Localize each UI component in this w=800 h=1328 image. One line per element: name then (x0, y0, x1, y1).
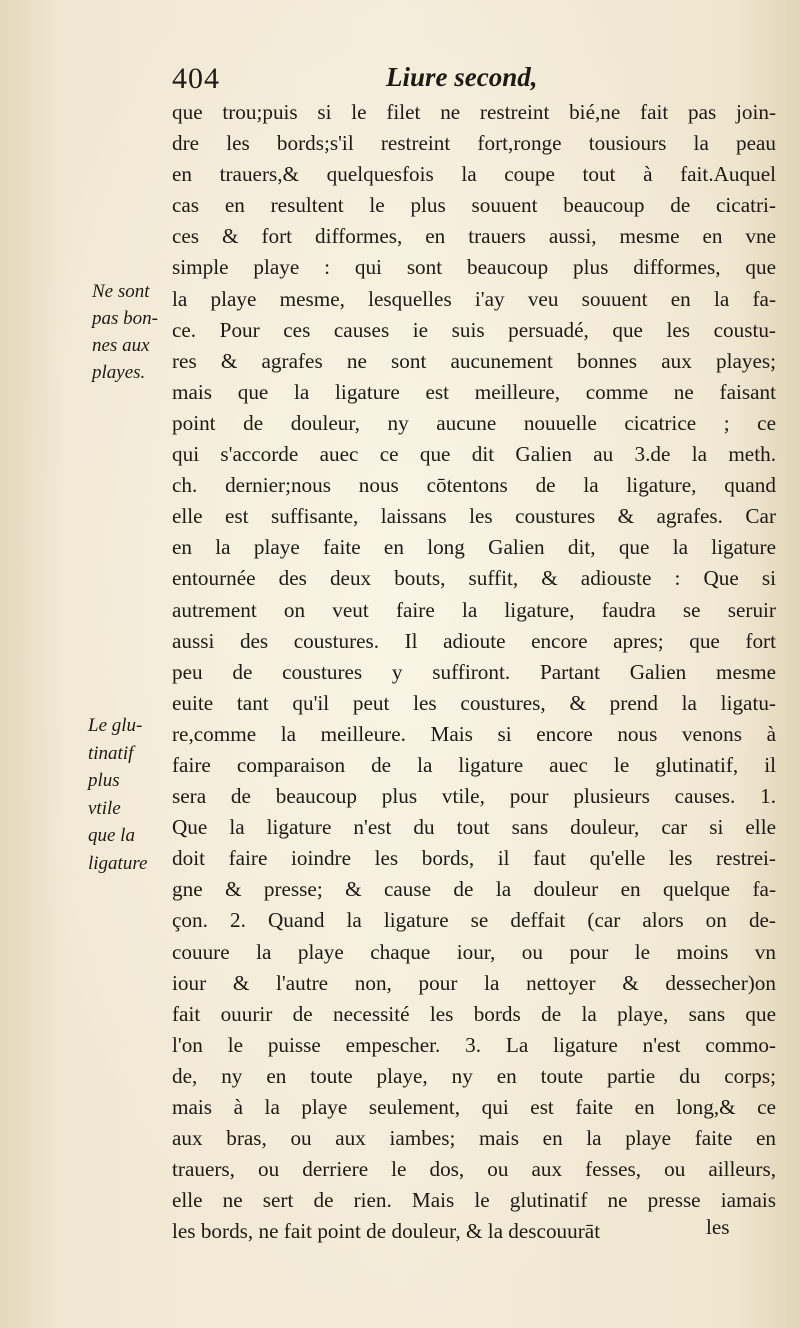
margin-note-1 (92, 278, 158, 386)
text-line: ces & fort difformes, en trauers aussi, mesme en vne (172, 224, 776, 249)
text-line: sera de beaucoup plus vtile, pour plusieurs causes. 1. (172, 784, 776, 809)
text-line: Que la ligature n'est du tout sans douleur, car si elle (172, 815, 776, 840)
text-line: qui s'accorde auec ce que dit Galien au 3.de la meth. (172, 442, 776, 467)
text-line: elle est suffisante, laissans les coustures & agrafes. Car (172, 504, 776, 529)
text-line: autrement on veut faire la ligature, faudra se seruir (172, 597, 776, 622)
margin-note-line: playes. (92, 362, 146, 383)
text-line: elle ne sert de rien. Mais le glutinatif ne presse iamais (172, 1188, 776, 1213)
text-line: couure la playe chaque iour, ou pour le moins vn (172, 939, 776, 964)
margin-note-line: pas bon- (92, 308, 158, 329)
text-line: ce. Pour ces causes ie suis persuadé, que les coustu- (172, 317, 776, 342)
page-header (172, 62, 772, 102)
text-line: en trauers,& quelquesfois la coupe tout à fait.Auquel (172, 162, 776, 187)
text-line: point de douleur, ny aucune nouuelle cicatrice ; ce (172, 410, 776, 435)
margin-note-line: ligature (88, 852, 148, 874)
text-line: les bords, ne fait point de douleur, & la descouurāt (172, 1219, 601, 1244)
margin-note-line: vtile (88, 797, 121, 819)
running-title: Liure second, (386, 62, 538, 92)
text-line: simple playe : qui sont beaucoup plus difformes, que (172, 255, 776, 280)
text-line: entournée des deux bouts, suffit, & adiouste : Que si (172, 566, 776, 591)
text-line: mais à la playe seulement, qui est faite en long,& ce (172, 1095, 776, 1119)
margin-note-line: tinatif (88, 742, 134, 764)
margin-note-line: nes aux (92, 335, 150, 356)
text-line: fait ouurir de necessité les bords de la playe, sans que (172, 1001, 776, 1026)
catchword: les (706, 1215, 730, 1239)
margin-note-line: Ne sont (92, 281, 150, 302)
body-text (172, 97, 776, 1247)
text-line: res & agrafes ne sont aucunement bonnes aux playes; (172, 348, 776, 373)
margin-note-line: plus (88, 770, 120, 791)
text-line: mais que la ligature est meilleure, comme ne faisant (172, 379, 776, 404)
text-line: re,comme la meilleure. Mais si encore nous venons à (172, 721, 776, 746)
text-line: la playe mesme, lesquelles i'ay veu souuent en la fa- (172, 286, 776, 311)
text-line: aux bras, ou aux iambes; mais en la playe faite en (172, 1126, 776, 1151)
text-line: gne & presse; & cause de la douleur en quelque fa- (172, 877, 776, 902)
margin-note-line: Le glu- (88, 715, 143, 736)
text-line: çon. 2. Quand la ligature se deffait (car alors on de- (172, 908, 776, 933)
text-line: peu de coustures y suffiront. Partant Galien mesme (172, 659, 776, 684)
margin-note-2 (88, 712, 147, 877)
text-line: en la playe faite en long Galien dit, que la ligature (172, 535, 776, 560)
text-line: doit faire ioindre les bords, il faut qu'elle les restrei- (172, 846, 776, 871)
text-line: faire comparaison de la ligature auec le glutinatif, il (172, 752, 776, 777)
text-line: cas en resultent le plus souuent beaucoup de cicatri- (172, 193, 776, 218)
page-number: 404 (172, 62, 220, 95)
text-line: dre les bords;s'il restreint fort,ronge tousiours la peau (172, 131, 776, 156)
text-line: iour & l'autre non, pour la nettoyer & dessecher)on (172, 970, 776, 995)
text-line: que trou;puis si le filet ne restreint bié,ne fait pas join- (172, 100, 776, 124)
text-line: de, ny en toute playe, ny en toute partie du corps; (172, 1063, 776, 1088)
margin-note-line: que la (88, 825, 135, 846)
text-line: l'on le puisse empescher. 3. La ligature n'est commo- (172, 1032, 776, 1057)
text-line: trauers, ou derriere le dos, ou aux fesses, ou ailleurs, (172, 1157, 776, 1182)
text-line: aussi des coustures. Il adioute encore apres; que fort (172, 628, 776, 653)
text-line: euite tant qu'il peut les coustures, & prend la ligatu- (172, 690, 776, 715)
text-line: ch. dernier;nous nous cōtentons de la ligature, quand (172, 473, 776, 498)
